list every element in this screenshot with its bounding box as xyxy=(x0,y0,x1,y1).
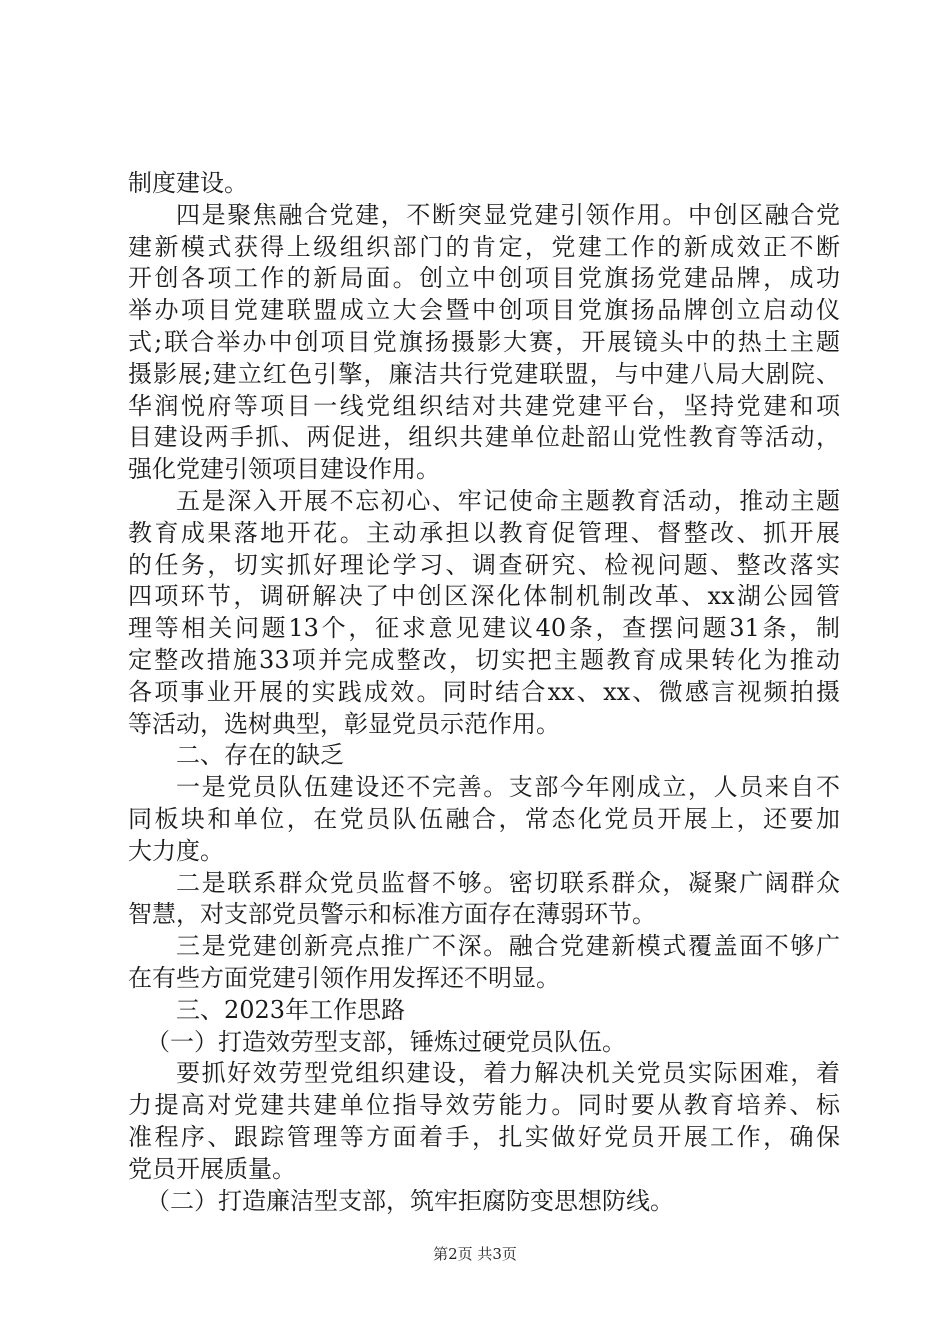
text-line: 一是党员队伍建设还不完善。支部今年刚成立，人员来自不 xyxy=(176,773,840,802)
text-line: 智慧，对支部党员警示和标准方面存在薄弱环节。 xyxy=(128,900,656,929)
text-line: 制度建设。 xyxy=(128,169,248,197)
text-line: 强化党建引领项目建设作用。 xyxy=(128,455,440,484)
text-line: （一）打造效劳型支部，锤炼过硬党员队伍。 xyxy=(146,1027,626,1056)
page-footer: 第2页 共3页 xyxy=(433,1245,517,1263)
text-line: 在有些方面党建引领作用发挥还不明显。 xyxy=(128,963,560,992)
text-line: 准程序、跟踪管理等方面着手，扎实做好党员开展工作，确保 xyxy=(128,1122,840,1151)
paragraph xyxy=(128,740,840,772)
paragraph xyxy=(128,995,840,1027)
text-line: 的任务，切实抓好理论学习、调查研究、检视问题、整改落实 xyxy=(128,550,840,579)
text-line: 举办项目党建联盟成立大会暨中创项目党旗扬品牌创立启动仪 xyxy=(128,296,840,325)
text-line: （二）打造廉洁型支部，筑牢拒腐防变思想防线。 xyxy=(146,1186,674,1215)
text-line: 四项环节，调研解决了中创区深化体制机制改革、xx湖公园管 xyxy=(128,582,840,611)
text-line: 理等相关问题13个，征求意见建议40条，查摆问题31条，制 xyxy=(128,614,840,643)
paragraph xyxy=(128,200,840,486)
text-line: 目建设两手抓、两促进，组织共建单位赴韶山党性教育等活动， xyxy=(128,423,840,452)
document-body xyxy=(128,168,840,1217)
paragraph xyxy=(128,931,840,995)
text-line: 教育成果落地开花。主动承担以教育促管理、督整改、抓开展 xyxy=(128,518,840,547)
text-line: 三是党建创新亮点推广不深。融合党建新模式覆盖面不够广 xyxy=(176,932,840,961)
text-line: 力提高对党建共建单位指导效劳能力。同时要从教育培养、标 xyxy=(128,1091,840,1120)
text-line: 大力度。 xyxy=(128,836,224,865)
paragraph xyxy=(128,868,840,932)
text-line: 三、2023年工作思路 xyxy=(176,995,406,1024)
paragraph xyxy=(128,772,840,867)
text-line: 五是深入开展不忘初心、牢记使命主题教育活动，推动主题 xyxy=(176,486,840,515)
text-line: 华润悦府等项目一线党组织结对共建党建平台，坚持党建和项 xyxy=(128,391,840,420)
text-line: 二、存在的缺乏 xyxy=(176,741,344,770)
text-line: 各项事业开展的实践成效。同时结合xx、xx、微感言视频拍摄 xyxy=(128,677,840,706)
paragraph xyxy=(128,168,840,200)
text-line: 要抓好效劳型党组织建设，着力解决机关党员实际困难，着 xyxy=(176,1059,840,1088)
text-line: 开创各项工作的新局面。创立中创项目党旗扬党建品牌，成功 xyxy=(128,264,840,293)
paragraph xyxy=(128,1027,840,1059)
paragraph xyxy=(128,1186,840,1218)
text-line: 四是聚焦融合党建，不断突显党建引领作用。中创区融合党 xyxy=(176,200,840,229)
text-line: 摄影展;建立红色引擎，廉洁共行党建联盟，与中建八局大剧院、 xyxy=(128,359,840,388)
text-line: 同板块和单位，在党员队伍融合，常态化党员开展上，还要加 xyxy=(128,804,840,833)
text-line: 建新模式获得上级组织部门的肯定，党建工作的新成效正不断 xyxy=(128,232,840,261)
paragraph xyxy=(128,1058,840,1185)
text-line: 等活动，选树典型，彰显党员示范作用。 xyxy=(128,709,560,738)
text-line: 定整改措施33项并完成整改，切实把主题教育成果转化为推动 xyxy=(128,645,840,674)
paragraph xyxy=(128,486,840,740)
text-line: 党员开展质量。 xyxy=(128,1154,296,1183)
text-line: 式;联合举办中创项目党旗扬摄影大赛，开展镜头中的热土主题 xyxy=(128,327,840,356)
text-line: 二是联系群众党员监督不够。密切联系群众，凝聚广阔群众 xyxy=(176,868,840,897)
